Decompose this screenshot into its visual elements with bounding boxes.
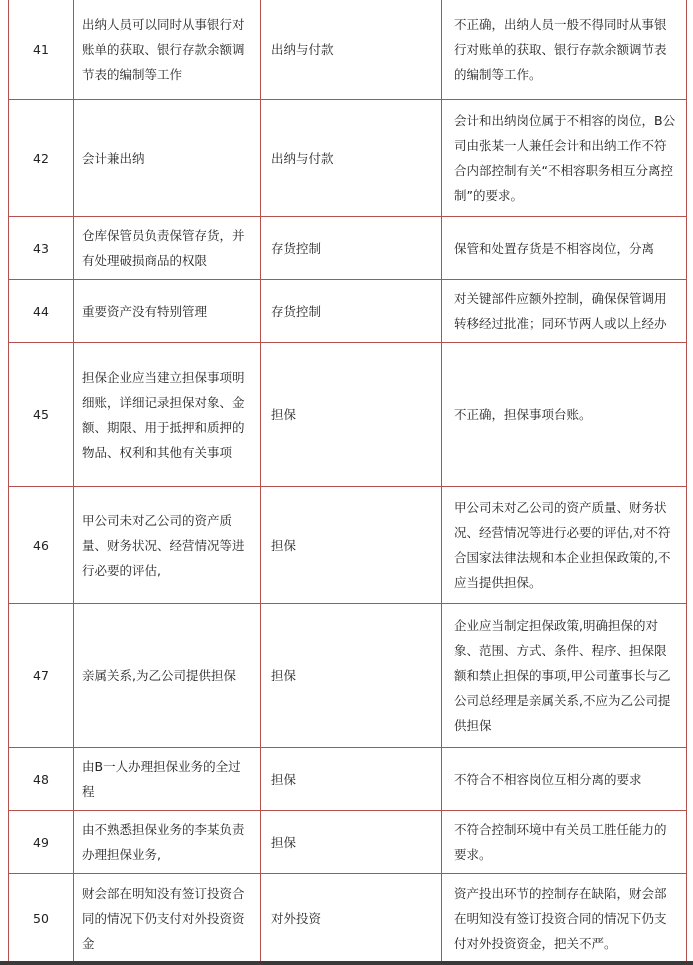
row-number: 42 [9, 100, 74, 217]
issue-cell: 亲属关系,为乙公司提供担保 [74, 604, 261, 748]
row-number: 48 [9, 748, 74, 811]
note-cell: 资产投出环节的控制存在缺陷，财会部在明知没有签订投资合同的情况下仍支付对外投资资金，把关不严。 [442, 874, 687, 964]
table-row [9, 811, 687, 874]
category-cell: 担保 [261, 748, 442, 811]
table-row [9, 0, 687, 100]
note-cell: 不符合不相容岗位互相分离的要求 [442, 748, 687, 811]
row-number: 46 [9, 487, 74, 604]
note-cell: 不符合控制环境中有关员工胜任能力的要求。 [442, 811, 687, 874]
table-row [9, 280, 687, 343]
category-cell: 出纳与付款 [261, 100, 442, 217]
issue-cell: 由B一人办理担保业务的全过程 [74, 748, 261, 811]
issue-cell: 担保企业应当建立担保事项明细账，详细记录担保对象、金额、期限、用于抵押和质押的物品、权利和其他有关事项 [74, 343, 261, 487]
issue-cell: 财会部在明知没有签订投资合同的情况下仍支付对外投资资金 [74, 874, 261, 964]
bottom-edge-bar [0, 961, 693, 965]
row-number: 50 [9, 874, 74, 964]
category-cell: 存货控制 [261, 280, 442, 343]
issue-cell: 重要资产没有特别管理 [74, 280, 261, 343]
row-number: 47 [9, 604, 74, 748]
category-cell: 担保 [261, 487, 442, 604]
row-number: 49 [9, 811, 74, 874]
row-number: 44 [9, 280, 74, 343]
note-cell: 对关键部件应额外控制，确保保管调用转移经过批准；同环节两人或以上经办 [442, 280, 687, 343]
note-cell: 不正确，出纳人员一般不得同时从事银行对账单的获取、银行存款余额调节表的编制等工作。 [442, 0, 687, 100]
row-number: 41 [9, 0, 74, 100]
table-row [9, 874, 687, 964]
table-row [9, 487, 687, 604]
note-cell: 甲公司未对乙公司的资产质量、财务状况、经营情况等进行必要的评估,对不符合国家法律法规和本企业担保政策的,不应当提供担保。 [442, 487, 687, 604]
issue-cell: 出纳人员可以同时从事银行对账单的获取、银行存款余额调节表的编制等工作 [74, 0, 261, 100]
row-number: 43 [9, 217, 74, 280]
note-cell: 企业应当制定担保政策,明确担保的对象、范围、方式、条件、程序、担保限额和禁止担保的事项,甲公司董事长与乙公司总经理是亲属关系,不应为乙公司提供担保 [442, 604, 687, 748]
table-row [9, 604, 687, 748]
category-cell: 担保 [261, 811, 442, 874]
note-cell: 保管和处置存货是不相容岗位，分离 [442, 217, 687, 280]
issue-cell: 由不熟悉担保业务的李某负责办理担保业务, [74, 811, 261, 874]
category-cell: 对外投资 [261, 874, 442, 964]
table-row [9, 217, 687, 280]
control-table [8, 0, 687, 964]
category-cell: 出纳与付款 [261, 0, 442, 100]
issue-cell: 仓库保管员负责保管存货，并有处理破损商品的权限 [74, 217, 261, 280]
category-cell: 担保 [261, 343, 442, 487]
category-cell: 存货控制 [261, 217, 442, 280]
table-row [9, 748, 687, 811]
table-row [9, 343, 687, 487]
issue-cell: 甲公司未对乙公司的资产质量、财务状况、经营情况等进行必要的评估, [74, 487, 261, 604]
note-cell: 不正确，担保事项台账。 [442, 343, 687, 487]
note-cell: 会计和出纳岗位属于不相容的岗位，B公司由张某一人兼任会计和出纳工作不符合内部控制有关“不相容职务相互分离控制”的要求。 [442, 100, 687, 217]
category-cell: 担保 [261, 604, 442, 748]
issue-cell: 会计兼出纳 [74, 100, 261, 217]
row-number: 45 [9, 343, 74, 487]
table-row [9, 100, 687, 217]
